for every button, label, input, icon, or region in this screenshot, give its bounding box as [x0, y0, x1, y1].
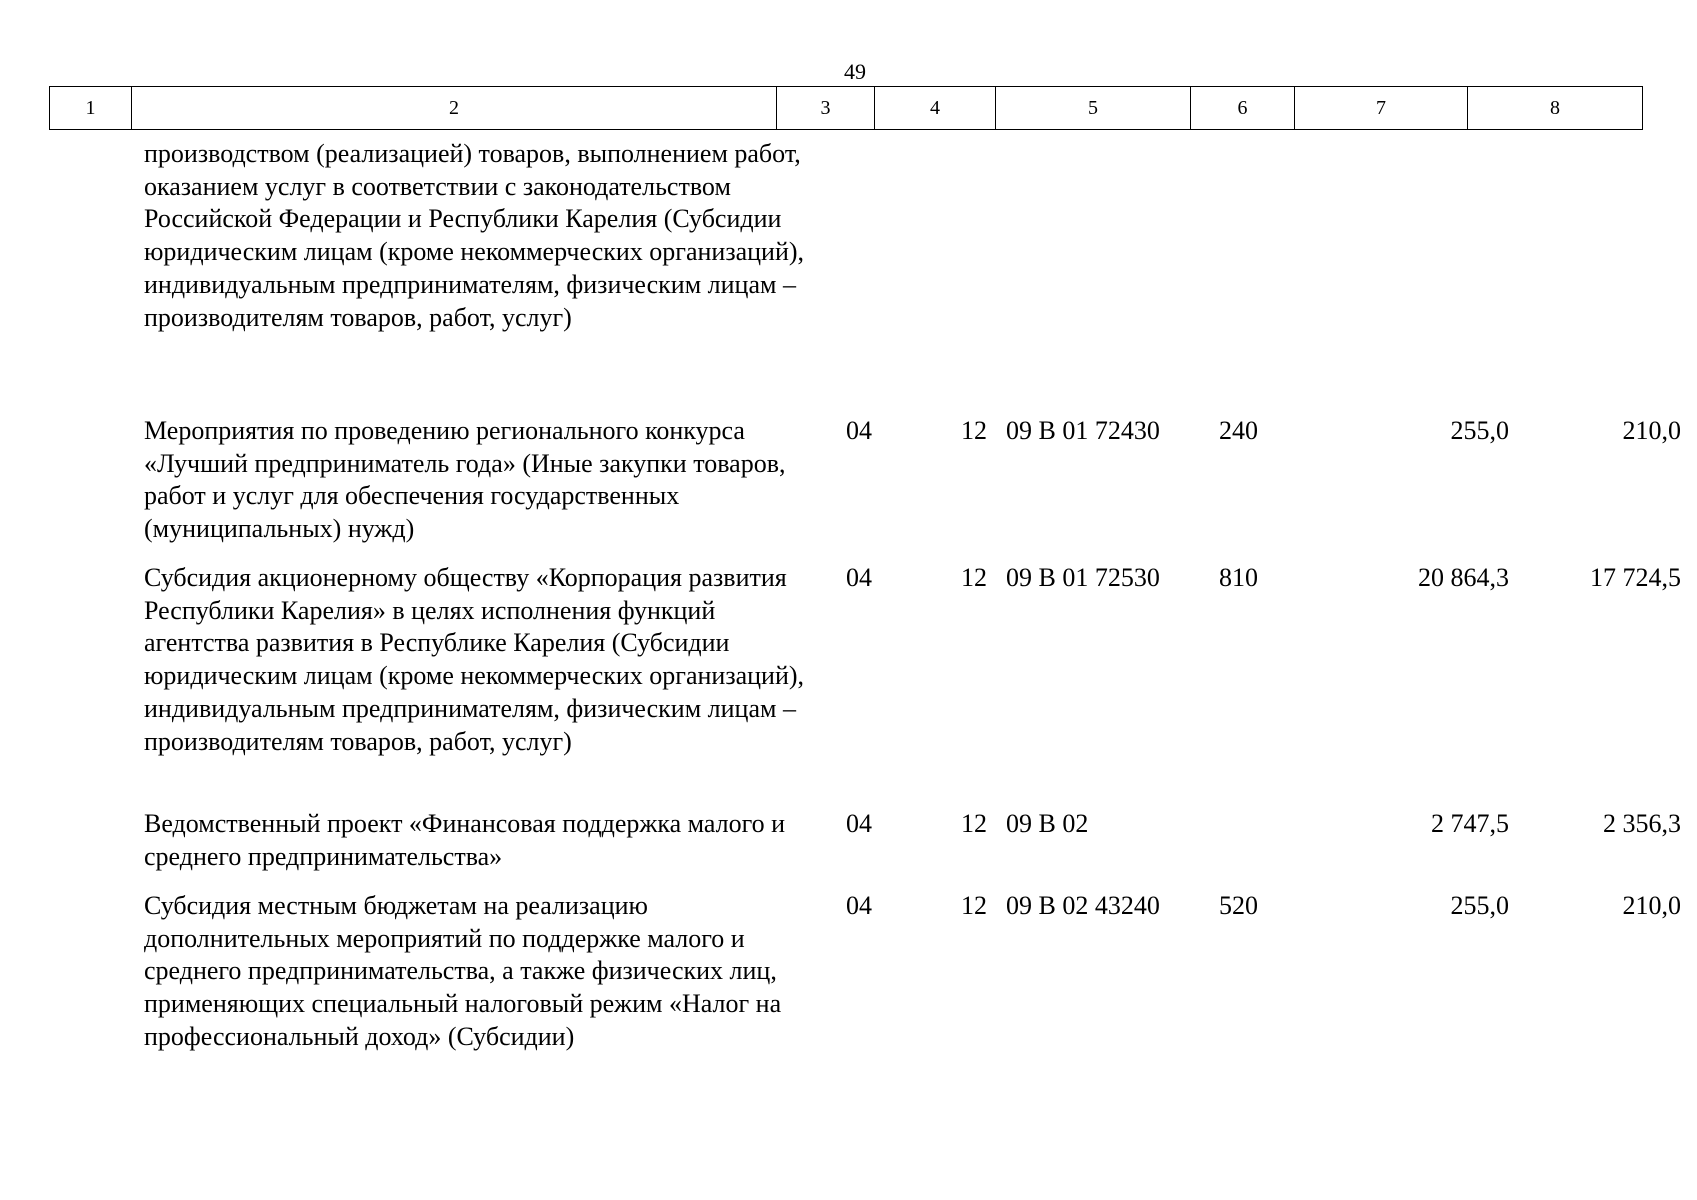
- column-number-8: 8: [1468, 87, 1643, 130]
- row-expense-type: 810: [1219, 563, 1258, 592]
- row-amount-2: 210,0: [1622, 891, 1681, 920]
- row-section: 04: [846, 809, 872, 838]
- column-number-6: 6: [1191, 87, 1295, 130]
- column-number-5: 5: [996, 87, 1191, 130]
- row-description: Субсидия местным бюджетам на реализацию дополнительных мероприятий по поддержке малого и среднего предпринимательства, а также физических лиц, применяющих специальный налоговый режим «Налог на профессиональный доход» (Субсидии): [144, 891, 782, 1051]
- row-subsection: 12: [961, 809, 987, 838]
- row-amount-1: 20 864,3: [1418, 563, 1509, 592]
- row-section: 04: [846, 891, 872, 920]
- row-amount-2: 210,0: [1622, 416, 1681, 445]
- row-expense-type: 240: [1219, 416, 1258, 445]
- page-number: 49: [844, 59, 866, 84]
- row-target-code: 09 В 02: [1006, 809, 1089, 838]
- row-description: производством (реализацией) товаров, выполнением работ, оказанием услуг в соответствии с законодательством Российской Федерации и Республики Карелия (Субсидии юридическим лицам (кроме некоммерческих организаций), индивидуальным предпринимателям, физическим лицам – производителям товаров, работ, услуг): [144, 139, 805, 332]
- column-number-1: 1: [50, 87, 132, 130]
- row-amount-1: 255,0: [1450, 416, 1509, 445]
- row-target-code: 09 В 01 72530: [1006, 563, 1160, 592]
- column-number-4: 4: [875, 87, 996, 130]
- row-subsection: 12: [961, 563, 987, 592]
- row-amount-2: 17 724,5: [1590, 563, 1681, 592]
- row-section: 04: [846, 416, 872, 445]
- row-amount-1: 255,0: [1450, 891, 1509, 920]
- row-description: Субсидия акционерному обществу «Корпорация развития Республики Карелия» в целях исполнения функций агентства развития в Республике Карелия (Субсидии юридическим лицам (кроме некоммерческих организаций), индивидуальным предпринимателям, физическим лицам – производителям товаров, работ, услуг): [144, 563, 805, 756]
- row-amount-1: 2 747,5: [1431, 809, 1509, 838]
- column-header-row: [49, 86, 1643, 130]
- row-target-code: 09 В 02 43240: [1006, 891, 1160, 920]
- row-expense-type: 520: [1219, 891, 1258, 920]
- column-number-7: 7: [1295, 87, 1468, 130]
- column-number-2: 2: [132, 87, 777, 130]
- row-amount-2: 2 356,3: [1603, 809, 1681, 838]
- row-subsection: 12: [961, 891, 987, 920]
- row-target-code: 09 В 01 72430: [1006, 416, 1160, 445]
- row-description: Ведомственный проект «Финансовая поддержка малого и среднего предпринимательства»: [144, 809, 786, 871]
- row-description: Мероприятия по проведению регионального конкурса «Лучший предприниматель года» (Иные закупки товаров, работ и услуг для обеспечения государственных (муниципальных) нужд): [144, 416, 786, 544]
- row-subsection: 12: [961, 416, 987, 445]
- column-number-3: 3: [777, 87, 875, 130]
- row-section: 04: [846, 563, 872, 592]
